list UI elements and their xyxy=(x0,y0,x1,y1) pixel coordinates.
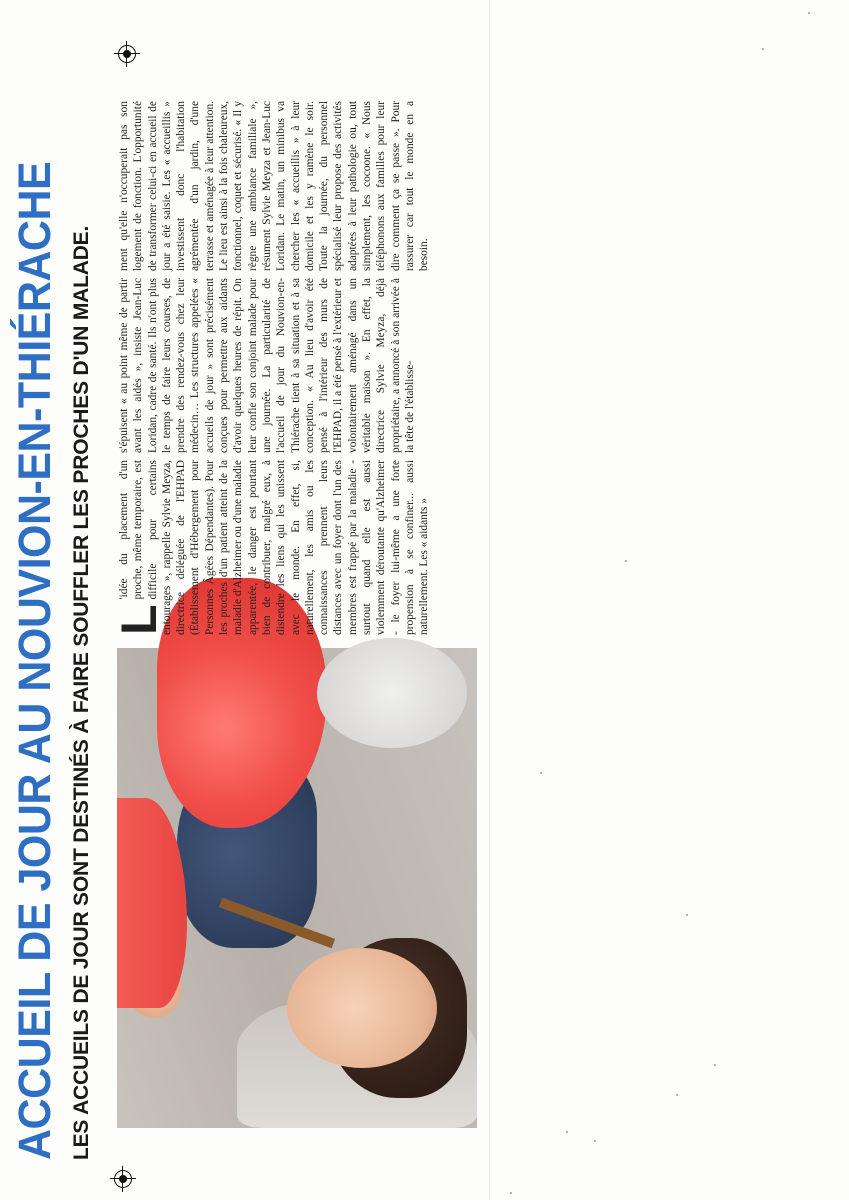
rotated-article xyxy=(9,101,499,1160)
scan-speck xyxy=(762,48,764,50)
scan-speck xyxy=(566,1131,568,1133)
registration-mark-bottom xyxy=(110,1166,136,1192)
drop-cap: L xyxy=(111,604,167,635)
column-2-text: s'épuisent « au point même de partir avant les aidés », insiste Jean-Luc Loridan, cadre de santé. Ils n'ont plus le temps de faire leurs courses, de prendre des rendez-vous chez leur médecin… Les structures appelées « accueils de jour » sont précisément conçues pour permettre aux aidants d'avoir quelques heures de répit. On leur confie son conjoint malade pour une journée. La particularité de l'accueil de jour du Nouvion-en-Thiérache tient à sa situation et à sa conception. « Au lieu d'avoir été pensé à l'intérieur des murs de l'EHPAD, il a été pensé à l'extérieur et volontairement aménagé dans un véritable maison ». En effet, la directrice Sylvie Meyza, déjà propriétaire, a annoncé à son arrivée à la tête de l'établisse- xyxy=(118,278,416,453)
article-headline: ACCUEIL DE JOUR AU NOUVION-EN-THIÉRACHE xyxy=(10,161,61,1160)
article-photo xyxy=(117,648,477,1128)
scan-speck xyxy=(510,1192,512,1194)
scan-speck xyxy=(540,772,542,774)
registration-mark-top xyxy=(114,41,140,67)
column-3-text: ment qu'elle n'occuperait pas son logement de fonction. L'opportunité de transformer celui-ci en accueil de jour a été saisie. Les « accueillis » investissent donc l'habitation agrémentée d'un jardin, d'une terrasse et aménagée à leur attention. Le lieu est ainsi à la fois chaleureux, fonctionnel, coquet et sécurisé. « Il y règne une ambiance familiale », résument Sylvie Meyza et Jean-Luc Loridan. Le matin, un minibus va chercher les « accueillis » à leur domicile et les y ramène le soir. Toute la journée, du personnel spécialisé leur propose des activités adaptées à leur pathologie ou, tout simplement, les cocoone. « Nous téléphonons aux familles pour leur dire comment ça se passe ». Pour rassurer car tout le monde en a besoin. xyxy=(118,101,431,271)
article-subheadline: LES ACCUEILS DE JOUR SONT DESTINÉS À FAIRE SOUFFLER LES PROCHES D'UN MALADE. xyxy=(70,225,93,1160)
scan-speck xyxy=(686,914,688,916)
scan-speck xyxy=(714,1064,716,1066)
article-column-1 xyxy=(111,460,472,635)
scan-speck xyxy=(676,1094,678,1096)
scan-speck xyxy=(808,12,810,14)
scan-speck xyxy=(625,560,627,562)
column-1-text: 'idée du placement d'un proche, même temporaire, est difficile pour certains entourages », rappelle Sylvie Meyza, directrice déléguée de l'EHPAD (Établissement d'Hébergement pour Personnes Âgées Dépendantes). Pour les proches d'un patient atteint de la maladie d'Alzheimer ou d'une maladie apparentée, le danger est pourtant bien de contribuer, malgré eux, à distendre les liens qui les unissent avec le monde. En effet, si, naturellement, les amis ou les connaissances prennent leurs distances avec un foyer dont l'un des membres est frappé par la maladie - surtout quand elle est aussi violemment déroutante qu'Alzheimer - le foyer lui-même a une forte propension à se confiner... aussi naturellement. Les « aidants » xyxy=(118,460,431,635)
article-column-2 xyxy=(117,278,472,453)
article-column-3 xyxy=(117,101,472,271)
scan-speck xyxy=(594,1140,596,1142)
